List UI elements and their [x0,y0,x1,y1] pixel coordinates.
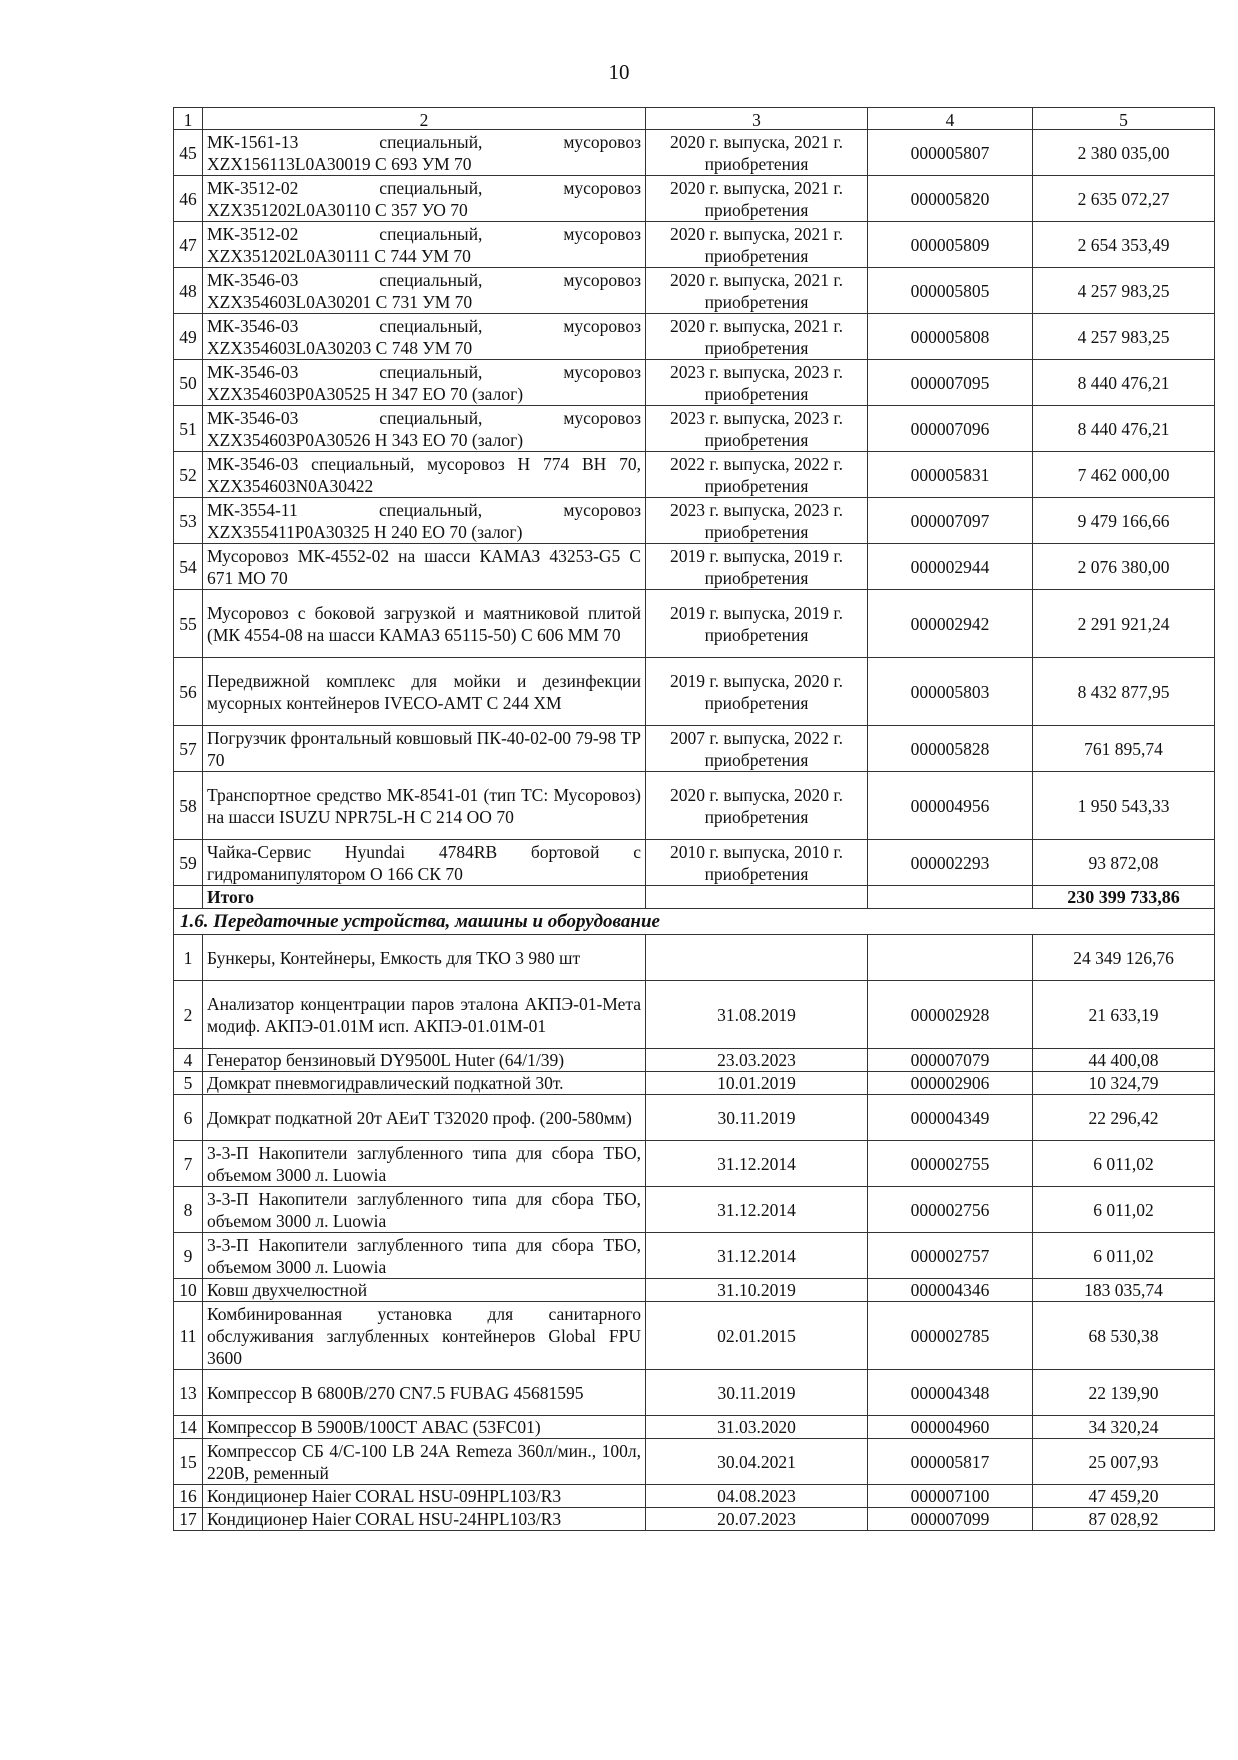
table-row [174,360,1215,406]
inventory-number: 000005808 [868,314,1033,360]
table-row [174,544,1215,590]
row-number: 57 [174,726,203,772]
item-amount: 8 432 877,95 [1033,658,1215,726]
header-cell: 4 [868,108,1033,130]
row-number: 50 [174,360,203,406]
header-cell: 1 [174,108,203,130]
inventory-number: 000007079 [868,1049,1033,1072]
item-date: 04.08.2023 [646,1485,868,1508]
item-date: 2007 г. выпуска, 2022 г. приобретения [646,726,868,772]
item-amount: 34 320,24 [1033,1416,1215,1439]
item-date: 2020 г. выпуска, 2021 г. приобретения [646,176,868,222]
item-date: 10.01.2019 [646,1072,868,1095]
row-number: 9 [174,1233,203,1279]
row-number: 8 [174,1187,203,1233]
item-date: 02.01.2015 [646,1302,868,1370]
item-date: 2019 г. выпуска, 2020 г. приобретения [646,658,868,726]
item-name: Кондиционер Haier CORAL HSU-24HPL103/R3 [203,1508,646,1531]
item-name: Транспортное средство МК-8541-01 (тип ТС: Мусоровоз) на шасси ISUZU NPR75L-H С 214 ОО 70 [203,772,646,840]
table-row [174,1485,1215,1508]
item-amount: 21 633,19 [1033,981,1215,1049]
item-name: МК-3512-02 специальный, мусоровоз XZX351202L0A30111 С 744 УМ 70 [203,222,646,268]
item-amount: 1 950 543,33 [1033,772,1215,840]
item-date [646,935,868,981]
item-date: 31.12.2014 [646,1141,868,1187]
item-name: МК-3546-03 специальный, мусоровоз XZX354603L0A30201 С 731 УМ 70 [203,268,646,314]
row-number: 14 [174,1416,203,1439]
item-date: 2020 г. выпуска, 2020 г. приобретения [646,772,868,840]
item-amount: 2 635 072,27 [1033,176,1215,222]
item-name: 3-3-П Накопители заглубленного типа для сбора ТБО, объемом 3000 л. Luowia [203,1141,646,1187]
row-number: 46 [174,176,203,222]
row-number: 6 [174,1095,203,1141]
total-row [174,886,1215,909]
item-name: Генератор бензиновый DY9500L Huter (64/1/39) [203,1049,646,1072]
item-amount: 8 440 476,21 [1033,406,1215,452]
total-empty-cell [646,886,868,909]
inventory-number: 000004960 [868,1416,1033,1439]
table-row [174,1302,1215,1370]
item-date: 2020 г. выпуска, 2021 г. приобретения [646,314,868,360]
header-cell: 3 [646,108,868,130]
item-name: 3-3-П Накопители заглубленного типа для сбора ТБО, объемом 3000 л. Luowia [203,1233,646,1279]
item-amount: 87 028,92 [1033,1508,1215,1531]
item-amount: 2 380 035,00 [1033,130,1215,176]
total-label: Итого [203,886,646,909]
item-date: 2023 г. выпуска, 2023 г. приобретения [646,406,868,452]
row-number: 17 [174,1508,203,1531]
table-row [174,1141,1215,1187]
table-row [174,130,1215,176]
inventory-number: 000005817 [868,1439,1033,1485]
table-row [174,498,1215,544]
header-row [174,108,1215,130]
row-number: 13 [174,1370,203,1416]
item-name: Анализатор концентрации паров эталона АКПЭ-01-Мета модиф. АКПЭ-01.01М исп. АКПЭ-01.01М-01 [203,981,646,1049]
item-amount: 68 530,38 [1033,1302,1215,1370]
total-empty-cell [868,886,1033,909]
row-number: 45 [174,130,203,176]
inventory-number: 000005809 [868,222,1033,268]
item-date: 31.10.2019 [646,1279,868,1302]
item-name: 3-3-П Накопители заглубленного типа для сбора ТБО, объемом 3000 л. Luowia [203,1187,646,1233]
item-date: 31.03.2020 [646,1416,868,1439]
inventory-number: 000002757 [868,1233,1033,1279]
item-name: Домкрат подкатной 20т АЕиТ Т32020 проф. (200-580мм) [203,1095,646,1141]
inventory-number: 000004346 [868,1279,1033,1302]
row-number: 47 [174,222,203,268]
table-row [174,726,1215,772]
row-number: 59 [174,840,203,886]
item-date: 31.08.2019 [646,981,868,1049]
item-name: Мусоровоз МК-4552-02 на шасси КАМАЗ 43253-G5 С 671 МО 70 [203,544,646,590]
inventory-number: 000005807 [868,130,1033,176]
item-name: Компрессор СБ 4/С-100 LB 24А Remeza 360л/мин., 100л, 220В, ременный [203,1439,646,1485]
row-number: 56 [174,658,203,726]
item-amount: 8 440 476,21 [1033,360,1215,406]
row-number: 58 [174,772,203,840]
item-date: 2020 г. выпуска, 2021 г. приобретения [646,130,868,176]
item-name: МК-3546-03 специальный, мусоровоз Н 774 ВН 70, XZX354603N0A30422 [203,452,646,498]
table-row [174,840,1215,886]
header-cell: 5 [1033,108,1215,130]
inventory-number: 000007099 [868,1508,1033,1531]
item-date: 31.12.2014 [646,1233,868,1279]
item-name: Погрузчик фронтальный ковшовый ПК-40-02-00 79-98 ТР 70 [203,726,646,772]
item-amount: 7 462 000,00 [1033,452,1215,498]
table-row [174,590,1215,658]
item-name: МК-1561-13 специальный, мусоровоз XZX156113L0A30019 С 693 УМ 70 [203,130,646,176]
table-row [174,1072,1215,1095]
item-name: Чайка-Сервис Hyundai 4784RB бортовой с гидроманипулятором О 166 СК 70 [203,840,646,886]
asset-table [173,107,1215,1531]
row-number: 52 [174,452,203,498]
inventory-number: 000002944 [868,544,1033,590]
item-name: Комбинированная установка для санитарного обслуживания заглубленных контейнеров Global FPU 3600 [203,1302,646,1370]
row-number: 49 [174,314,203,360]
inventory-number: 000002928 [868,981,1033,1049]
row-number: 16 [174,1485,203,1508]
item-name: МК-3554-11 специальный, мусоровоз XZX355411P0A30325 Н 240 ЕО 70 (залог) [203,498,646,544]
table-row [174,1370,1215,1416]
item-date: 2019 г. выпуска, 2019 г. приобретения [646,544,868,590]
header-cell: 2 [203,108,646,130]
item-date: 2010 г. выпуска, 2010 г. приобретения [646,840,868,886]
item-amount: 47 459,20 [1033,1485,1215,1508]
section-row [174,909,1215,935]
item-amount: 4 257 983,25 [1033,268,1215,314]
inventory-number: 000007095 [868,360,1033,406]
inventory-number: 000002756 [868,1187,1033,1233]
item-name: Домкрат пневмогидравлический подкатной 30т. [203,1072,646,1095]
item-amount: 25 007,93 [1033,1439,1215,1485]
inventory-number: 000005803 [868,658,1033,726]
table-row [174,1416,1215,1439]
item-date: 2020 г. выпуска, 2021 г. приобретения [646,268,868,314]
row-number: 11 [174,1302,203,1370]
inventory-number: 000002293 [868,840,1033,886]
item-name: Компрессор В 5900В/100СТ АВАС (53FC01) [203,1416,646,1439]
inventory-number: 000004349 [868,1095,1033,1141]
table-row [174,1095,1215,1141]
page-number: 10 [608,60,630,84]
row-number: 2 [174,981,203,1049]
item-amount: 9 479 166,66 [1033,498,1215,544]
inventory-number [868,935,1033,981]
item-amount: 22 139,90 [1033,1370,1215,1416]
table-row [174,772,1215,840]
table-row [174,314,1215,360]
row-number: 54 [174,544,203,590]
item-amount: 761 895,74 [1033,726,1215,772]
item-date: 20.07.2023 [646,1508,868,1531]
item-name: Мусоровоз с боковой загрузкой и маятниковой плитой (МК 4554-08 на шасси КАМАЗ 65115-50) С 606 ММ 70 [203,590,646,658]
total-amount: 230 399 733,86 [1033,886,1215,909]
total-empty-cell [174,886,203,909]
item-amount: 4 257 983,25 [1033,314,1215,360]
item-date: 2023 г. выпуска, 2023 г. приобретения [646,498,868,544]
table-row [174,981,1215,1049]
item-amount: 6 011,02 [1033,1233,1215,1279]
item-amount: 22 296,42 [1033,1095,1215,1141]
item-amount: 24 349 126,76 [1033,935,1215,981]
inventory-number: 000005820 [868,176,1033,222]
item-date: 30.04.2021 [646,1439,868,1485]
inventory-number: 000002785 [868,1302,1033,1370]
item-name: МК-3546-03 специальный, мусоровоз XZX354603L0A30203 С 748 УМ 70 [203,314,646,360]
row-number: 51 [174,406,203,452]
inventory-number: 000005828 [868,726,1033,772]
item-name: Кондиционер Haier CORAL HSU-09HPL103/R3 [203,1485,646,1508]
table-row [174,935,1215,981]
item-name: МК-3512-02 специальный, мусоровоз XZX351202L0A30110 С 357 УО 70 [203,176,646,222]
inventory-number: 000007097 [868,498,1033,544]
item-amount: 2 654 353,49 [1033,222,1215,268]
inventory-number: 000004956 [868,772,1033,840]
inventory-number: 000007100 [868,1485,1033,1508]
inventory-number: 000002755 [868,1141,1033,1187]
item-amount: 93 872,08 [1033,840,1215,886]
item-name: МК-3546-03 специальный, мусоровоз XZX354603P0A30526 Н 343 ЕО 70 (залог) [203,406,646,452]
row-number: 10 [174,1279,203,1302]
table-row [174,406,1215,452]
inventory-number: 000005831 [868,452,1033,498]
table-row [174,1049,1215,1072]
item-date: 2019 г. выпуска, 2019 г. приобретения [646,590,868,658]
inventory-number: 000002942 [868,590,1033,658]
item-name: Бункеры, Контейнеры, Емкость для ТКО 3 980 шт [203,935,646,981]
inventory-number: 000002906 [868,1072,1033,1095]
item-name: МК-3546-03 специальный, мусоровоз XZX354603P0A30525 Н 347 ЕО 70 (залог) [203,360,646,406]
table-row [174,1187,1215,1233]
item-amount: 183 035,74 [1033,1279,1215,1302]
item-date: 2020 г. выпуска, 2021 г. приобретения [646,222,868,268]
item-name: Ковш двухчелюстной [203,1279,646,1302]
item-name: Передвижной комплекс для мойки и дезинфекции мусорных контейнеров IVECO-АМТ С 244 ХМ [203,658,646,726]
item-date: 30.11.2019 [646,1370,868,1416]
table-row [174,452,1215,498]
item-amount: 6 011,02 [1033,1187,1215,1233]
table-row [174,1233,1215,1279]
row-number: 7 [174,1141,203,1187]
section-title: 1.6. Передаточные устройства, машины и оборудование [174,909,1215,935]
row-number: 53 [174,498,203,544]
inventory-number: 000007096 [868,406,1033,452]
item-date: 2023 г. выпуска, 2023 г. приобретения [646,360,868,406]
row-number: 55 [174,590,203,658]
inventory-number: 000005805 [868,268,1033,314]
table-row [174,268,1215,314]
table-row [174,1279,1215,1302]
item-amount: 44 400,08 [1033,1049,1215,1072]
item-date: 31.12.2014 [646,1187,868,1233]
item-date: 30.11.2019 [646,1095,868,1141]
item-name: Компрессор В 6800В/270 CN7.5 FUBAG 45681595 [203,1370,646,1416]
table-row [174,1508,1215,1531]
row-number: 1 [174,935,203,981]
item-date: 23.03.2023 [646,1049,868,1072]
table-row [174,176,1215,222]
inventory-number: 000004348 [868,1370,1033,1416]
item-date: 2022 г. выпуска, 2022 г. приобретения [646,452,868,498]
item-amount: 2 076 380,00 [1033,544,1215,590]
table-row [174,1439,1215,1485]
item-amount: 6 011,02 [1033,1141,1215,1187]
row-number: 15 [174,1439,203,1485]
item-amount: 2 291 921,24 [1033,590,1215,658]
item-amount: 10 324,79 [1033,1072,1215,1095]
row-number: 4 [174,1049,203,1072]
row-number: 5 [174,1072,203,1095]
table-row [174,222,1215,268]
row-number: 48 [174,268,203,314]
table-row [174,658,1215,726]
